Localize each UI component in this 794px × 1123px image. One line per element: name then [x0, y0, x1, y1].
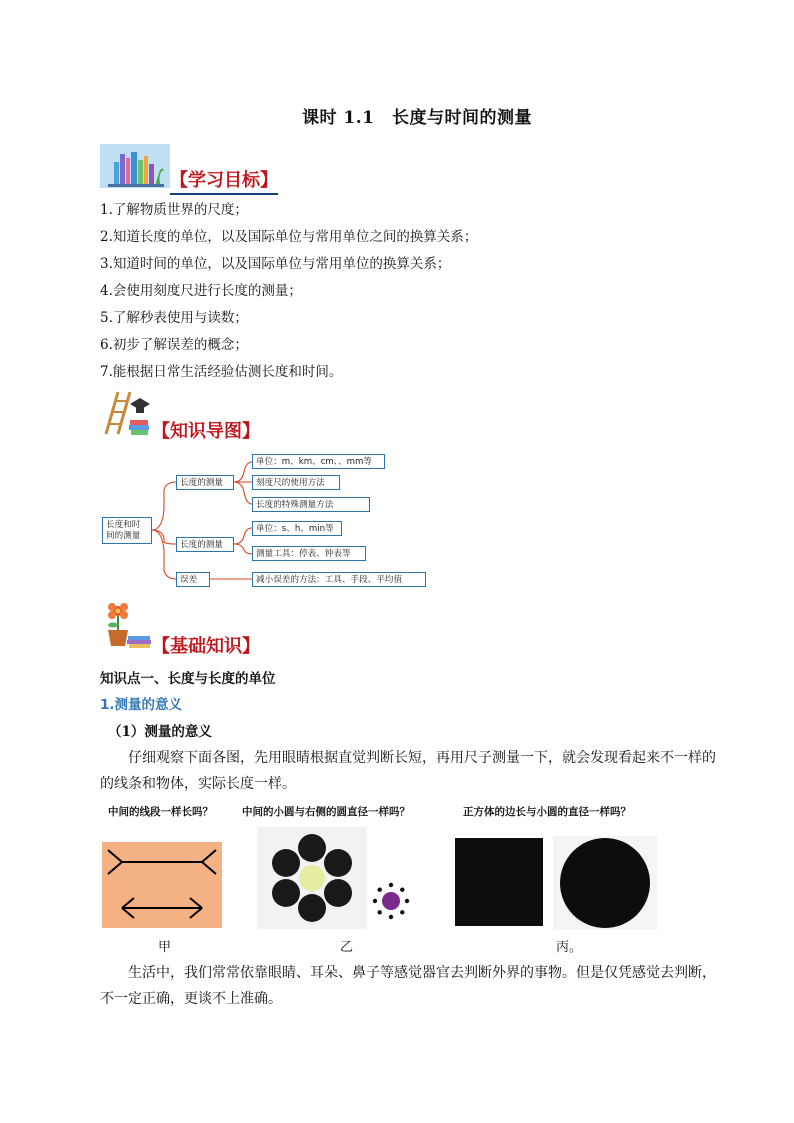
ladder-books-icon	[100, 390, 152, 440]
mindmap-leaf: 单位：s、h、min等	[252, 521, 342, 536]
mindmap-root-line: 长度和时	[106, 520, 141, 530]
figure-ebbinghaus-illusion	[257, 827, 417, 933]
mindmap-root-line: 间的测量	[106, 531, 141, 541]
mindmap-branch-length: 长度的测量	[176, 475, 234, 490]
objective-item: 2.知道长度的单位，以及国际单位与常用单位之间的换算关系；	[100, 229, 478, 245]
figure-question-2: 中间的小圆与右侧的圆直径一样吗？	[242, 806, 410, 818]
mindmap-leaf: 单位：m、km、cm、、mm等	[252, 454, 385, 469]
figure-label-jia: 甲	[158, 940, 172, 955]
mindmap-leaf: 测量工具：停表、钟表等	[252, 546, 366, 561]
paragraph-senses: 生活中，我们常常依靠眼睛、耳朵、鼻子等感觉器官去判断外界的事物。但是仅凭感觉去判断，不一定正确，更谈不上准确。	[100, 965, 716, 1007]
knowledge-point-heading: 知识点一、长度与长度的单位	[100, 671, 276, 687]
objective-item: 1.了解物质世界的尺度；	[100, 202, 248, 218]
figure-question-3: 正方体的边长与小圆的直径一样吗？	[463, 806, 631, 818]
books-icon	[100, 144, 170, 192]
mindmap-leaf: 减小误差的方法：工具、手段、平均值	[252, 572, 426, 587]
mindmap-leaf: 刻度尺的使用方法	[252, 475, 340, 490]
figure-question-1: 中间的线段一样长吗？	[108, 806, 213, 818]
figure-square-circle	[453, 836, 657, 934]
objective-item: 5.了解秒表使用与读数；	[100, 310, 248, 326]
objective-item: 7.能根据日常生活经验估测长度和时间。	[100, 364, 343, 380]
figure-label-yi: 乙	[340, 940, 354, 955]
figure-label-bing: 丙。	[556, 940, 583, 955]
flower-pot-icon	[100, 600, 152, 654]
figure-muller-lyer-illusion	[102, 842, 222, 932]
page-title: 课时 1.1 长度与时间的测量	[302, 108, 532, 128]
section-heading-basics: 【基础知识】	[152, 636, 260, 657]
paragraph-observe: 仔细观察下面各图，先用眼睛根据直觉判断长短，再用尺子测量一下，就会发现看起来不一样的的线条和物体，实际长度一样。	[100, 750, 716, 792]
section-heading-objectives: 【学习目标】	[170, 166, 278, 195]
section-heading-mindmap: 【知识导图】	[152, 421, 260, 442]
mindmap-leaf: 长度的特殊测量方法	[252, 497, 370, 512]
knowledge-mindmap	[100, 450, 440, 595]
objective-item: 3.知道时间的单位，以及国际单位与常用单位的换算关系；	[100, 256, 451, 272]
subheading-measure-meaning-1: （1）测量的意义	[108, 724, 212, 740]
mindmap-root	[102, 517, 152, 544]
objective-item: 4.会使用刻度尺进行长度的测量；	[100, 283, 302, 299]
subheading-measure-meaning: 1.测量的意义	[100, 697, 183, 713]
mindmap-branch-time: 长度的测量	[176, 537, 234, 552]
mindmap-branch-error: 误差	[176, 572, 210, 587]
objective-item: 6.初步了解误差的概念；	[100, 337, 248, 353]
